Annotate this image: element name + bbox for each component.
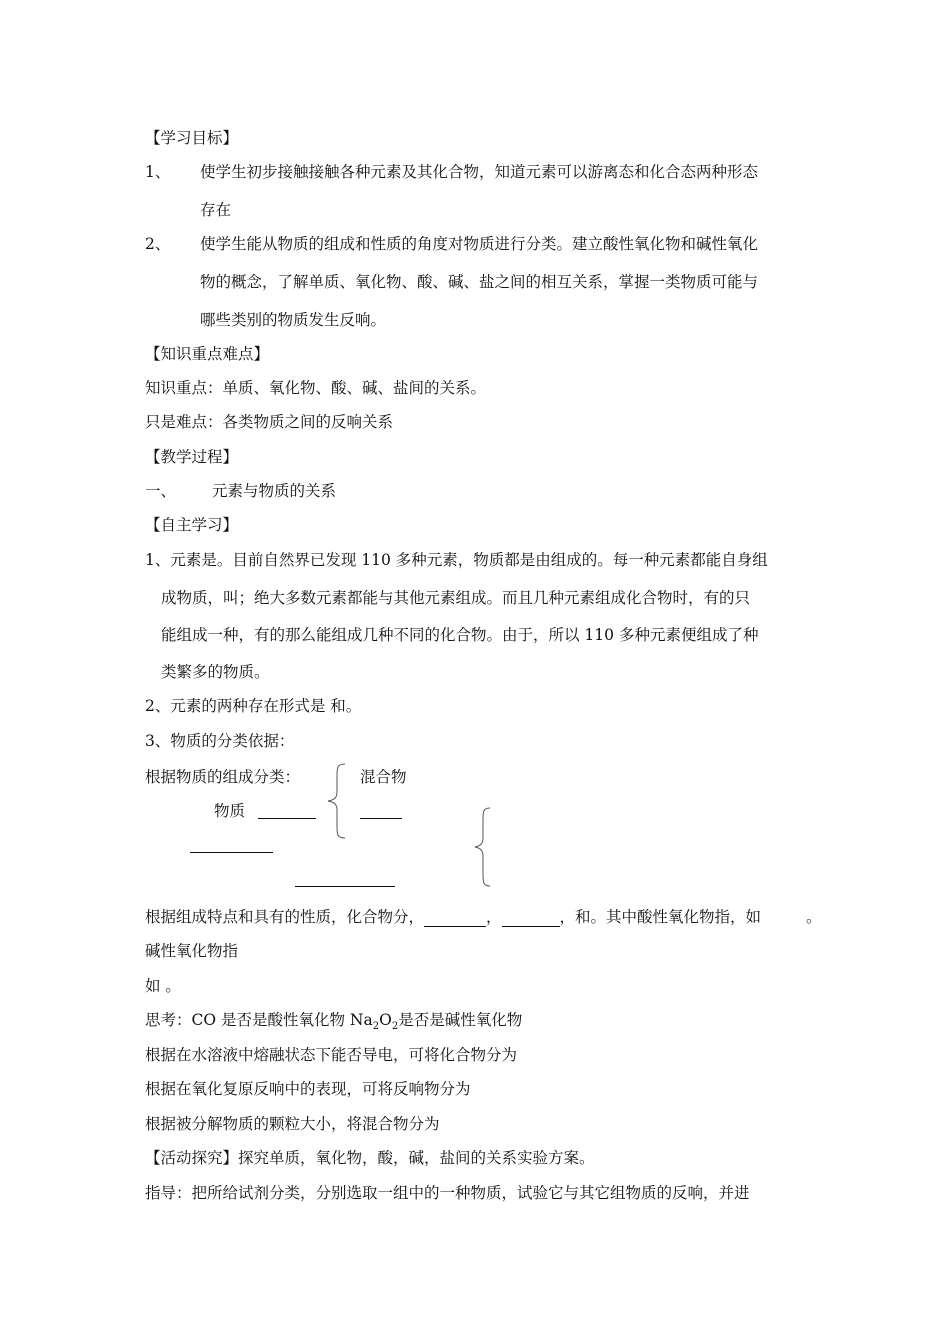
question-1-line-1: 1、元素是。目前自然界已发现 110 多种元素，物质都是由组成的。每一种元素都能自身组 (145, 551, 768, 569)
section-1-title: 元素与物质的关系 (212, 482, 337, 500)
objective-2-number: 2、 (145, 235, 171, 253)
properties-text-b: ，和。其中酸性氧化物指，如 (559, 908, 762, 926)
think-subscript-2: 2 (391, 1021, 399, 1033)
keypoint-text: 知识重点：单质、氧化物、酸、碱、盐间的关系。 (145, 379, 487, 397)
properties-text-a: 根据组成特点和具有的性质，化合物分， (145, 908, 425, 926)
blank-compound-1 (424, 910, 486, 927)
think-suffix: 是否是碱性氧化物 (398, 1011, 523, 1029)
properties-line-1 (145, 907, 761, 927)
question-1-line-4: 类繁多的物质。 (161, 663, 270, 681)
blank-substance (258, 818, 316, 819)
mixture-label: 混合物 (360, 768, 407, 786)
objective-2-line-2: 物的概念，了解单质、氧化物、酸、碱、盐之间的相互关系，掌握一类物质可能与 (200, 273, 759, 291)
objective-1-line-2: 存在 (200, 201, 232, 219)
left-brace-icon (325, 762, 347, 840)
question-1-line-2: 成物质，叫；绝大多数元素都能与其他元素组成。而且几种元素组成化合物时，有的只 (161, 589, 751, 607)
particle-classification: 根据被分解物质的颗粒大小，将混合物分为 (145, 1115, 440, 1133)
classify-by-composition: 根据物质的组成分类： (145, 768, 301, 786)
objective-1-number: 1、 (145, 163, 171, 181)
objective-2-line-1: 使学生能从物质的组成和性质的角度对物质进行分类。建立酸性氧化物和碱性氧化 (200, 235, 759, 253)
guide-text: 指导：把所给试剂分类，分别选取一组中的一种物质，试验它与其它组物质的反响，并进 (145, 1184, 750, 1202)
substance-label: 物质 (214, 802, 246, 820)
activity-heading: 【活动探究】探究单质，氧化物，酸，碱，盐间的关系实验方案。 (145, 1149, 595, 1167)
conductivity-classification: 根据在水溶液中熔融状态下能否导电，可将化合物分为 (145, 1046, 518, 1064)
objective-1-line-1: 使学生初步接触接触各种元素及其化合物，知道元素可以游离态和化合态两种形态 (200, 163, 759, 181)
properties-end-dot: 。 (806, 908, 822, 926)
blank-compound-2 (502, 910, 560, 927)
right-side-brace-icon (472, 806, 492, 888)
keypoints-heading: 【知识重点难点】 (145, 345, 270, 363)
objectives-heading: 【学习目标】 (145, 129, 239, 147)
properties-separator: ， (486, 908, 502, 926)
objective-2-line-3: 哪些类别的物质发生反响。 (200, 311, 387, 329)
blank-pure-substance (360, 818, 402, 819)
question-2: 2、元素的两种存在形式是 和。 (145, 697, 362, 715)
process-heading: 【教学过程】 (145, 448, 239, 466)
blank-bottom (295, 886, 395, 887)
selfstudy-heading: 【自主学习】 (145, 516, 239, 534)
blank-left (190, 852, 273, 853)
think-question (145, 1010, 522, 1037)
question-1-line-3: 能组成一种，有的那么能组成几种不同的化合物。由于，所以 110 多种元素便组成了种 (161, 626, 759, 644)
think-oxygen: O (379, 1011, 392, 1029)
think-subscript-1: 2 (372, 1021, 380, 1033)
section-1-number: 一、 (145, 482, 177, 500)
basic-oxide-definition: 碱性氧化物指 (145, 942, 239, 960)
think-prefix: 思考：CO 是否是酸性氧化物 Na (145, 1011, 373, 1029)
difficulty-text: 只是难点：各类物质之间的反响关系 (145, 413, 394, 431)
redox-classification: 根据在氧化复原反响中的表现，可将反响物分为 (145, 1080, 471, 1098)
question-3: 3、物质的分类依据： (145, 732, 295, 750)
basic-oxide-example: 如 。 (145, 977, 181, 995)
